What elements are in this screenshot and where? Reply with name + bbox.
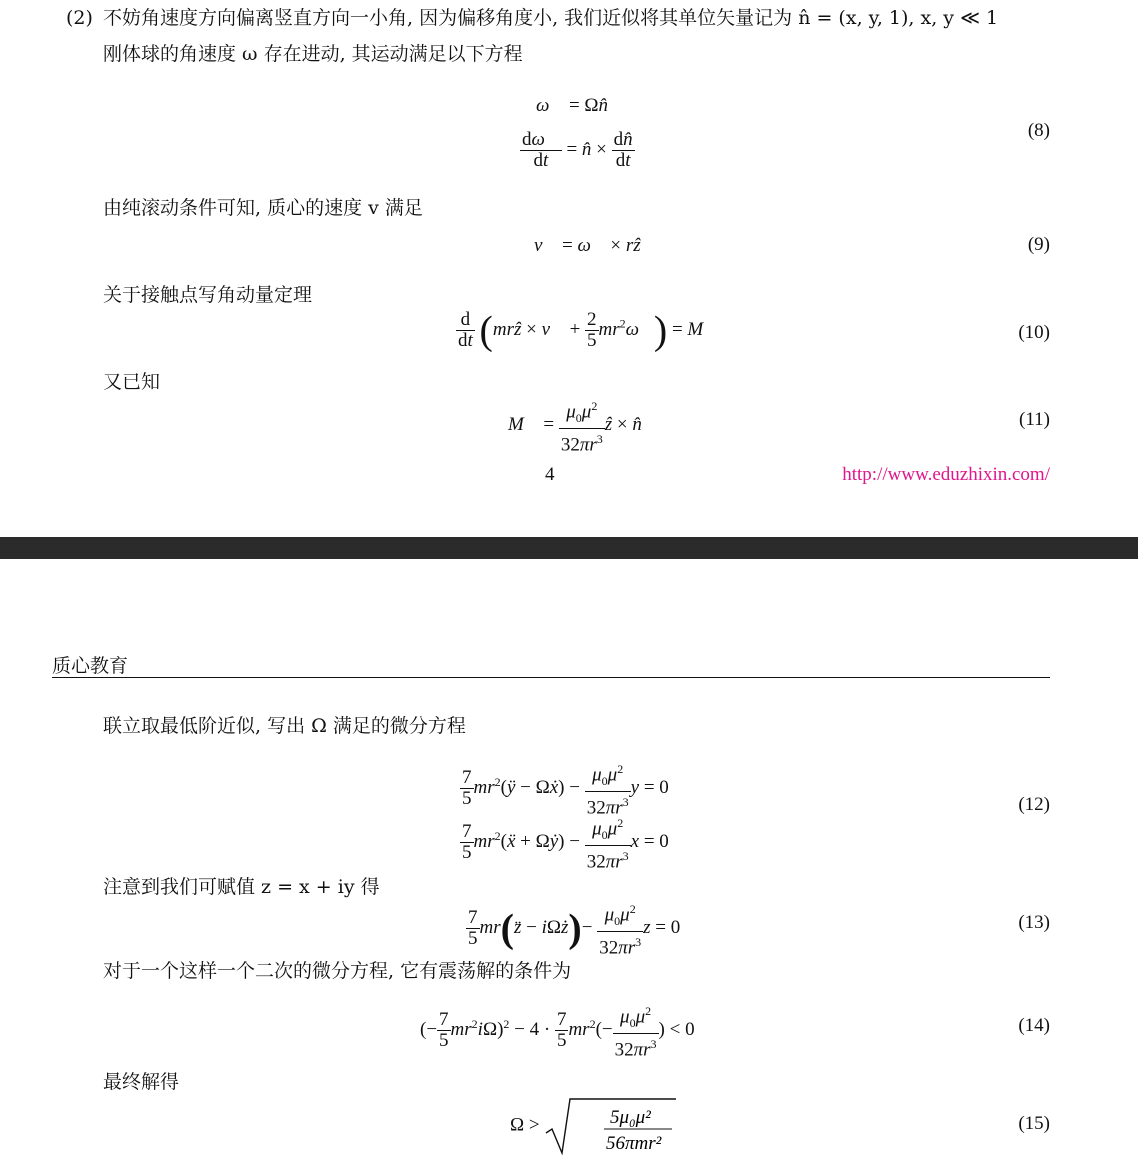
equation-9-number: (9): [1027, 234, 1050, 255]
page-number: 4: [545, 464, 555, 485]
equation-12-number: (12): [1018, 794, 1050, 815]
page-divider: [0, 537, 1138, 559]
final-text: 最终解得: [103, 1071, 180, 1093]
page-1: [0, 0, 1138, 537]
equation-14-number: (14): [1018, 1015, 1050, 1036]
page-header: 质心教育: [52, 655, 129, 677]
equation-8-number: (8): [1027, 120, 1050, 141]
known-text: 又已知: [103, 371, 161, 393]
equation-12a: $\frac{7}{5}$ $mr^2(ÿ$ − Ωẋ) − $\frac{\mu_0\mu^2}{32\pi r^3}$ y = 0: [460, 759, 669, 818]
oscillation-text: 对于一个这样一个二次的微分方程, 它有震荡解的条件为: [103, 960, 572, 982]
radical-sign-icon: [544, 1097, 678, 1155]
equation-15: Ω > 5μ₀μ² 56πmr²: [510, 1097, 678, 1155]
equation-10: $\frac{d}{dt}$ (mrẑ × v⃗ + $\frac{2}{5}$ $mr^2\omega⃗$) = M⃗: [458, 307, 719, 353]
equation-8a: ω⃗ = Ωn̂: [536, 95, 609, 116]
equation-11-number: (11): [1019, 409, 1050, 430]
page-2: [0, 559, 1138, 1162]
footer-url-link[interactable]: http://www.eduzhixin.com/: [842, 464, 1050, 485]
equation-15-number: (15): [1018, 1113, 1050, 1134]
equation-13-number: (13): [1018, 912, 1050, 933]
angular-momentum-text: 关于接触点写角动量定理: [103, 284, 313, 306]
header-rule: [52, 677, 1050, 678]
paragraph-line-2: 刚体球的角速度 ω 存在进动, 其运动满足以下方程: [103, 43, 523, 65]
rolling-condition-text: 由纯滚动条件可知, 质心的速度 v 满足: [103, 197, 423, 219]
equation-14: (− $\frac{7}{5}$ $mr^2i\Omega)^2 - 4$ · $\frac{7}{5}$ $mr^2(-$ $\frac{\mu_0\mu^2}{32\pi r^3}$ ) < 0: [420, 1001, 695, 1060]
item-label: (2): [66, 7, 93, 29]
equation-10-number: (10): [1018, 322, 1050, 343]
equation-9: v⃗ = ω⃗ × rẑ: [534, 235, 641, 256]
svg-text:5μ₀μ²: 5μ₀μ²: [610, 1107, 652, 1128]
svg-text:56πmr²: 56πmr²: [606, 1133, 662, 1154]
paragraph-line-1: 不妨角速度方向偏离竖直方向一小角, 因为偏移角度小, 我们近似将其单位矢量记为 n̂ = (x, y, 1), x, y ≪ 1: [103, 7, 999, 29]
combine-text: 联立取最低阶近似, 写出 Ω 满足的微分方程: [103, 715, 466, 737]
equation-13: $\frac{7}{5}$ mr(z̈ − iΩż)− $\frac{\mu_0\mu^2}{32\pi r^3}$ z = 0: [466, 899, 680, 958]
assign-text: 注意到我们可赋值 z = x + iy 得: [103, 876, 380, 898]
equation-11: M⃗ = $\frac{\mu_0\mu^2}{32\pi r^3}$ ẑ × n̂: [508, 396, 642, 455]
equation-12b: $\frac{7}{5}$ $mr^2(ẍ$ + Ωẏ) − $\frac{\mu_0\mu^2}{32\pi r^3}$ x = 0: [460, 813, 669, 872]
equation-8b: $\frac{d\omega⃗}{dt}$ = n̂ × $\frac{dn̂}{dt}$: [522, 129, 633, 171]
